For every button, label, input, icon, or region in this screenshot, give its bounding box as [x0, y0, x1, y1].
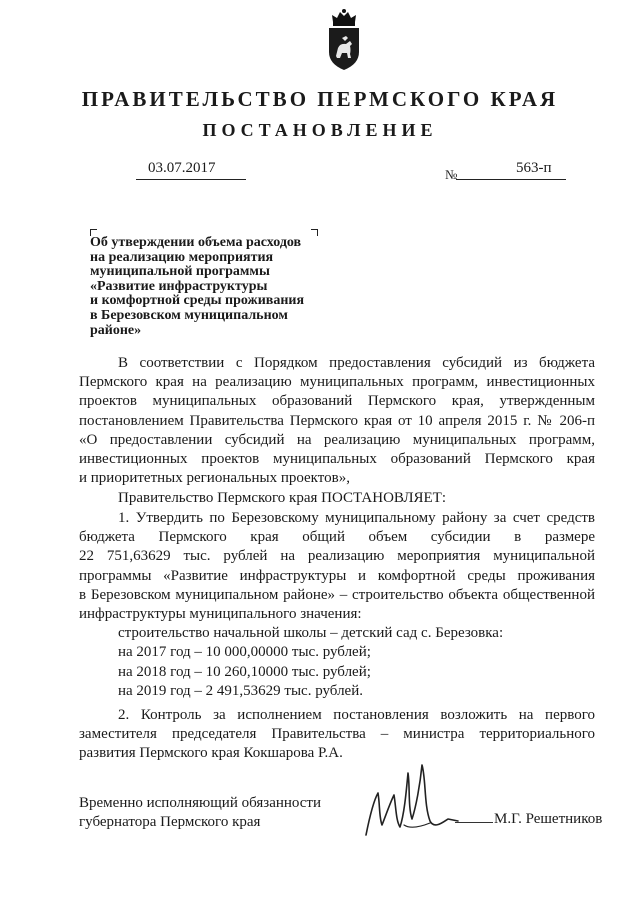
title-line: на реализацию мероприятия: [90, 249, 274, 265]
title-line: Об утверждении объема расходов: [90, 235, 302, 250]
preamble-line: и приоритетных региональных проектов»,: [79, 470, 350, 487]
signature-rule: [455, 822, 493, 823]
item-1-list-line: на 2017 год – 10 000,00000 тыс. рублей;: [118, 644, 371, 661]
document-date: 03.07.2017: [148, 160, 216, 176]
preamble-paragraph: [79, 354, 595, 488]
preamble-line: проектов муниципальных образований Пермского края, утвержденным: [79, 393, 595, 410]
number-sign: №: [445, 167, 458, 182]
document-number: 563-п: [516, 160, 552, 176]
item-2-line: развития Пермского края Кокшарова Р.А.: [79, 745, 343, 762]
resolves-line: [79, 489, 595, 508]
title-line: в Березовском муниципальном: [90, 307, 288, 323]
document-type: ПОСТАНОВЛЕНИЕ: [202, 120, 438, 140]
preamble-line: Пермского края на реализацию муниципальных программ, инвестиционных: [79, 374, 595, 391]
title-line: «Развитие инфраструктуры: [90, 278, 268, 294]
title-corner-right: [311, 229, 318, 236]
item-1-list-line: строительство начальной школы – детский сад с. Березовка:: [118, 625, 504, 642]
signer-position-line: Временно исполняющий обязанности: [79, 795, 322, 811]
item-1-line: 1. Утвердить по Березовскому муниципальному району за счет средств: [118, 510, 595, 526]
title-line: и комфортной среды проживания: [90, 293, 305, 309]
organization-name: ПРАВИТЕЛЬСТВО ПЕРМСКОГО КРАЯ: [81, 87, 559, 111]
item-2-line: заместителя председателя Правительства – министра территориального: [79, 726, 595, 743]
signer-position-line: губернатора Пермского края: [79, 814, 261, 831]
signer-name: М.Г. Решетников: [494, 811, 603, 827]
number-underline: [456, 179, 566, 180]
item-1-list-line: на 2019 год – 2 491,53629 тыс. рублей.: [118, 682, 363, 699]
signer-position: [79, 794, 349, 832]
coat-of-arms-emblem: [326, 8, 362, 72]
item-1-line: программы «Развитие инфраструктуры и комфортной среды проживания: [79, 567, 595, 584]
item-1-line: в Березовском муниципальном районе» – строительство объекта общественной: [79, 586, 595, 603]
handwritten-signature: [360, 755, 460, 850]
title-line: районе»: [90, 322, 142, 338]
preamble-line: «О предоставлении субсидий на реализацию муниципальных программ,: [79, 431, 595, 448]
date-underline: [136, 179, 246, 180]
document-title: [90, 236, 330, 338]
preamble-line: В соответствии с Порядком предоставления субсидий из бюджета: [118, 355, 595, 371]
item-2-line: 2. Контроль за исполнением постановления возложить на первого: [118, 707, 595, 723]
item-1-line: бюджета Пермского края общий объем субсидии в размере: [79, 529, 595, 546]
item-1-list-line: на 2018 год – 10 260,10000 тыс. рублей;: [118, 663, 371, 680]
item-1-line: 22 751,63629 тыс. рублей на реализацию мероприятия муниципальной: [79, 548, 595, 565]
title-line: муниципальной программы: [90, 264, 270, 280]
item-2-paragraph: [79, 706, 595, 764]
item-1-paragraph: [79, 509, 595, 701]
preamble-line: инвестиционных проектов муниципальных образований Пермского края: [79, 451, 595, 468]
preamble-line: постановлением Правительства Пермского края от 10 апреля 2015 г. № 206-п: [79, 412, 595, 429]
item-1-line: инфраструктуры муниципального значения:: [79, 606, 362, 623]
resolves-text: Правительство Пермского края ПОСТАНОВЛЯЕТ:: [118, 490, 447, 506]
